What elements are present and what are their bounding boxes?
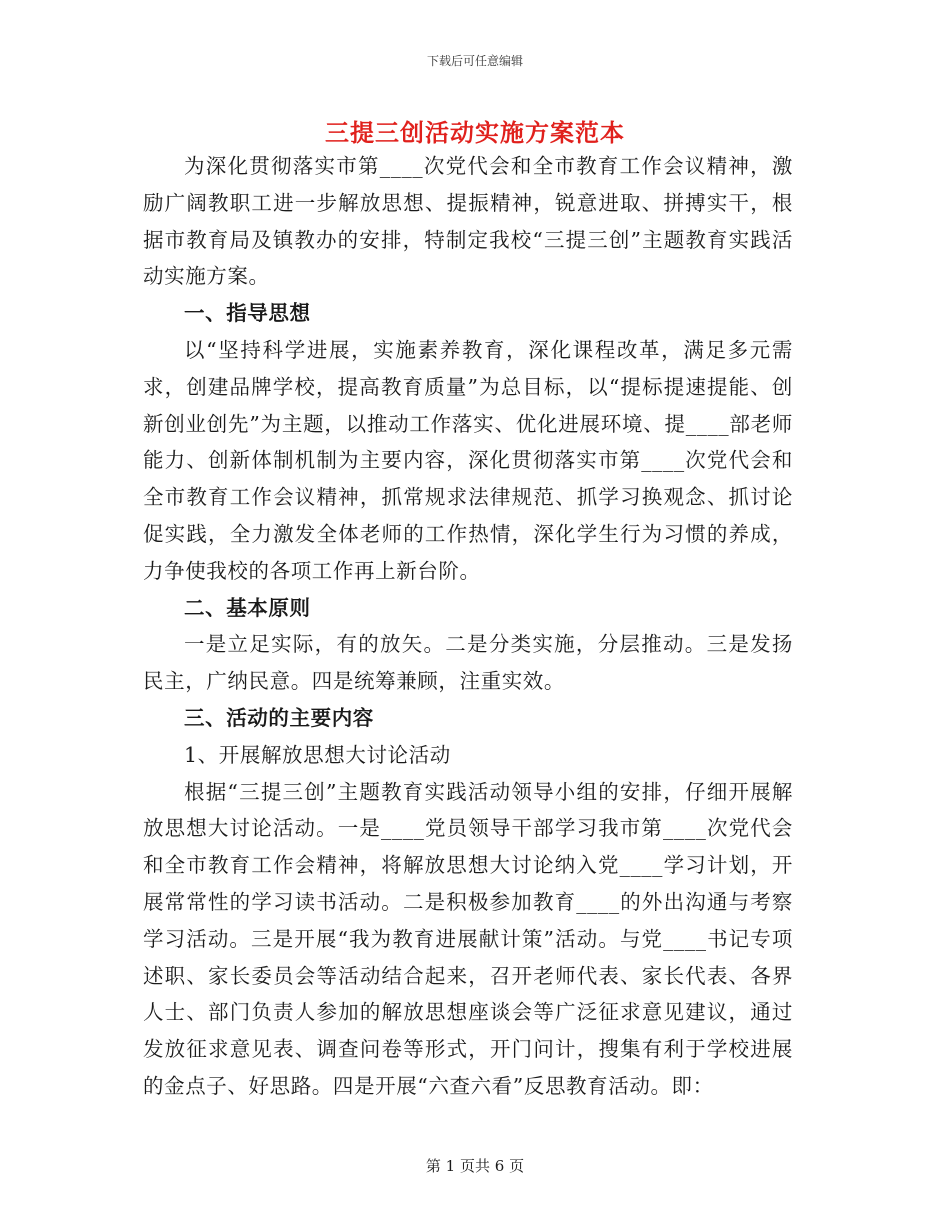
- basic-principles-paragraph: 一是立足实际，有的放矢。二是分类实施，分层推动。三是发扬民主，广纳民意。四是统筹兼顾，注重实效。: [143, 632, 793, 694]
- document-body: [143, 148, 793, 1105]
- section-heading-guiding-ideology: 一、指导思想: [184, 301, 311, 326]
- discussion-paragraph: 根据“三提三创”主题教育实践活动领导小组的安排，仔细开展解放思想大讨论活动。一是____党员领导干部学习我市第____次党代会和全市教育工作会精神，将解放思想大讨论纳入党____学习计划，开展常常性的学习读书活动。二是积极参加教育____的外出沟通与考察学习活动。三是开展“我为教育进展献计策”活动。与党____书记专项述职、家长委员会等活动结合起来，召开老师代表、家长代表、各界人士、部门负责人参加的解放思想座谈会等广泛征求意见建议，通过发放征求意见表、调查问卷等形式，开门问计，搜集有利于学校进展的金点子、好思路。四是开展“六查六看”反思教育活动。即：: [143, 779, 793, 1098]
- document-title: 三提三创活动实施方案范本: [325, 118, 625, 147]
- section-heading-main-content: 三、活动的主要内容: [184, 705, 374, 730]
- page-header-note: 下载后可任意编辑: [426, 54, 523, 68]
- page-number: 第 1 页共 6 页: [425, 1157, 525, 1175]
- section-heading-basic-principles: 二、基本原则: [184, 595, 311, 620]
- guiding-ideology-paragraph: 以“坚持科学进展，实施素养教育，深化课程改革，满足多元需求，创建品牌学校，提高教育质量”为总目标，以“提标提速提能、创新创业创先”为主题，以推动工作落实、优化进展环境、提____部老师能力、创新体制机制为主要内容，深化贯彻落实市第____次党代会和全市教育工作会议精神，抓常规求法律规范、抓学习换观念、抓讨论促实践，全力激发全体老师的工作热情，深化学生行为习惯的养成，力争使我校的各项工作再上新台阶。: [143, 337, 793, 583]
- intro-paragraph: 为深化贯彻落实市第____次党代会和全市教育工作会议精神，激励广阔教职工进一步解放思想、提振精神，锐意进取、拼搏实干，根据市教育局及镇教办的安排，特制定我校“三提三创”主题教育实践活动实施方案。: [143, 154, 793, 289]
- subsection-heading-discussion: 1、开展解放思想大讨论活动: [184, 742, 451, 767]
